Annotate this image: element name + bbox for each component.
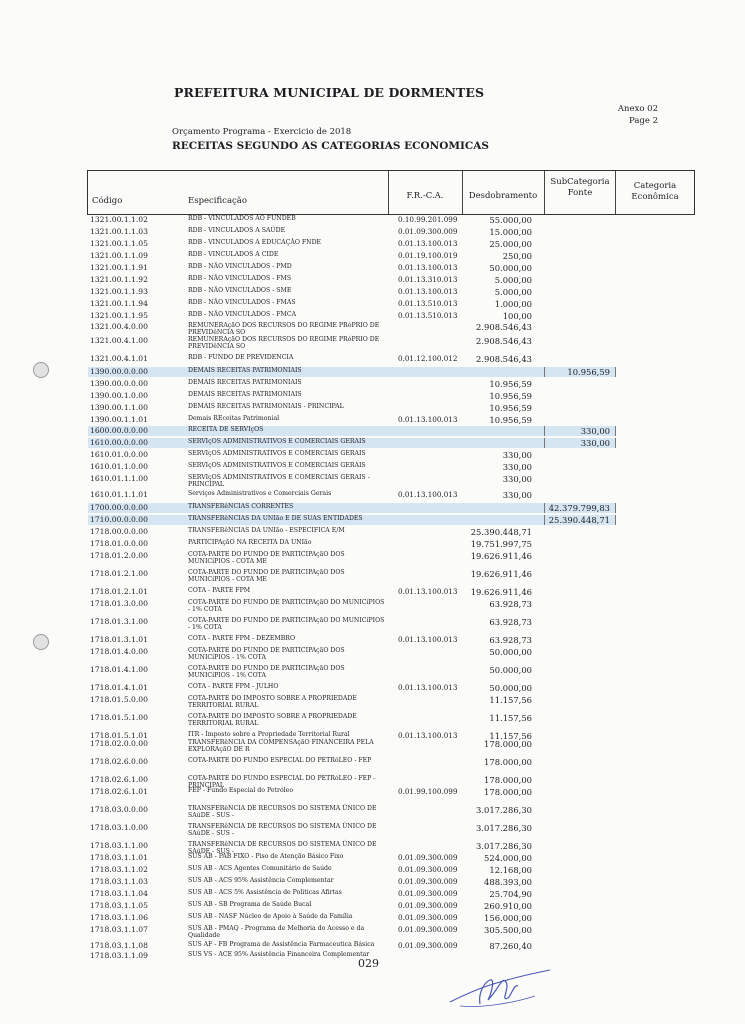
row-code: 1718.03.1.0.00 (90, 823, 148, 832)
table-row (88, 617, 616, 629)
table-row (88, 391, 616, 403)
row-code: 1390.00.0.0.00 (90, 367, 148, 376)
row-desdobramento: 19.626.911,46 (470, 587, 532, 597)
row-specification: SUS AF - FB Programa de Assistência Farmaceutica Básica (188, 941, 375, 948)
divider (544, 171, 545, 214)
row-desdobramento: 100,00 (502, 311, 532, 321)
row-subcategoria: 10.956,59 (567, 367, 610, 377)
row-specification: SERVIçOS ADMINISTRATIVOS E COMERCIAIS GERAIS (188, 438, 366, 445)
row-specification: RDB - NÃO VINCULADOS - FMS (188, 275, 292, 282)
row-specification: TRANSFERêNCIAS DA UNIão - ESPECIFICA E/M (188, 527, 345, 534)
report-subtitle: RECEITAS SEGUNDO AS CATEGORIAS ECONOMICAS (172, 140, 489, 152)
row-specification: DEMAIS RECEITAS PATRIMONIAIS (188, 379, 302, 386)
row-specification: RDB - VINCULADOS A SAÚDE (188, 227, 286, 234)
row-code: 1390.00.1.0.00 (90, 391, 148, 400)
col-categoria: Categoria Econômica (631, 181, 679, 202)
row-code: 1321.00.1.1.93 (90, 287, 148, 296)
row-code: 1390.00.1.1.01 (90, 415, 148, 424)
row-desdobramento: 156.000,00 (484, 913, 532, 923)
row-subcategoria: 42.379.799,83 (548, 503, 610, 513)
row-desdobramento: 50.000,00 (489, 665, 532, 675)
table-row (88, 683, 616, 695)
row-frca: 0.01.13.100.013 (398, 731, 458, 740)
table-row (88, 713, 616, 725)
row-specification: SERVIçOS ADMINISTRATIVOS E COMERCIAIS GERAIS (188, 450, 366, 457)
annex-block (616, 103, 658, 127)
row-specification: SUS AB - ACS 95% Assistência Complementar (188, 877, 334, 884)
table-row (88, 587, 616, 599)
row-code: 1718.01.2.1.01 (90, 587, 148, 596)
row-frca: 0.01.09.300.009 (398, 227, 458, 236)
row-desdobramento: 488.393,00 (484, 877, 532, 887)
table-row (88, 695, 616, 707)
row-desdobramento: 2.908.546,43 (476, 322, 532, 332)
table-row (88, 490, 616, 502)
row-code: 1718.01.3.0.00 (90, 599, 148, 608)
row-desdobramento: 524.000,00 (484, 853, 532, 863)
row-desdobramento: 330,00 (502, 450, 532, 460)
row-specification: Demais REceitas Patrimonial (188, 415, 280, 422)
row-desdobramento: 50.000,00 (489, 647, 532, 657)
row-frca: 0.01.13.100.013 (398, 415, 458, 424)
row-desdobramento: 15.000,00 (489, 227, 532, 237)
row-specification: SUS AB - PAB FIXO - Piso de Atenção Básico Fixo (188, 853, 344, 860)
table-row (88, 569, 616, 581)
table-row (88, 462, 616, 474)
row-code: 1610.01.1.0.00 (90, 462, 148, 471)
table-row (88, 474, 616, 486)
row-specification: COTA-PARTE DO FUNDO DE PARTICIPAçãO DOS MUNICíPIOS - COTA ME (188, 569, 345, 583)
row-code: 1390.00.0.0.00 (90, 379, 148, 388)
row-specification: ITR - Imposto sobre a Propriedade Territorial Rural (188, 731, 350, 738)
row-desdobramento: 5.000,00 (494, 275, 532, 285)
table-row (88, 877, 616, 889)
table-row (88, 379, 616, 391)
row-desdobramento: 178.000,00 (484, 787, 532, 797)
row-frca: 0.01.09.300.009 (398, 877, 458, 886)
row-specification: REMUNERAçãO DOS RECURSOS DO REGIME PRóPRIO DE PREVIDêNCIA SO (188, 336, 380, 350)
row-code: 1718.03.0.0.00 (90, 805, 148, 814)
row-desdobramento: 10.956,59 (489, 415, 532, 425)
row-code: 1718.02.6.1.00 (90, 775, 148, 784)
row-specification: DEMAIS RECEITAS PATRIMONIAIS - PRINCIPAL (188, 403, 344, 410)
row-code: 1718.01.4.0.00 (90, 647, 148, 656)
row-frca: 0.01.09.300.009 (398, 853, 458, 862)
row-frca: 0.01.99.100.099 (398, 787, 458, 796)
row-code: 1321.00.4.1.00 (90, 336, 148, 345)
row-specification: RDB - FUNDO DE PREVIDENCIA (188, 354, 294, 361)
row-code: 1718.02.6.1.01 (90, 787, 148, 796)
table-row (88, 299, 616, 311)
table-row (88, 426, 616, 436)
page-label: Page 2 (629, 116, 658, 126)
table-header (87, 170, 695, 215)
table-row (88, 251, 616, 263)
row-desdobramento: 25.390.448,71 (470, 527, 532, 537)
row-code: 1718.01.2.1.00 (90, 569, 148, 578)
row-specification: PARTICIPAçãO NA RECEITA DA UNIão (188, 539, 312, 546)
row-desdobramento: 3.017.286,30 (476, 823, 532, 833)
row-specification: TRANSFERêNCIAS CORRENTES (188, 503, 294, 510)
row-specification: SUS VS - ACE 95% Assistência Financeira Complementar (188, 951, 370, 958)
row-code: 1321.00.1.1.03 (90, 227, 148, 236)
punch-hole-bottom (33, 634, 49, 650)
row-frca: 0.01.09.300.009 (398, 913, 458, 922)
row-specification: COTA-PARTE DO FUNDO DE PARTICIPAçãO DO MUNICíPIOS - 1% COTA (188, 599, 385, 613)
subcategory-cell (544, 426, 616, 436)
row-desdobramento: 55.000,00 (489, 215, 532, 225)
row-specification: RECEITA DE SERVIçOS (188, 426, 264, 433)
row-desdobramento: 19.626.911,46 (470, 551, 532, 561)
row-code: 1718.03.1.1.07 (90, 925, 148, 934)
row-frca: 0.01.09.300.009 (398, 901, 458, 910)
row-specification: SUS AB - SB Programa de Saúde Bucal (188, 901, 312, 908)
row-desdobramento: 25.704,90 (489, 889, 532, 899)
row-specification: TRANSFERêNCIA DE RECURSOS DO SISTEMA ÚNICO DE SAúDE - SUS - (188, 841, 377, 855)
row-code: 1700.00.0.0.00 (90, 503, 148, 512)
row-frca: 0.01.12.100.012 (398, 354, 458, 363)
row-code: 1718.02.6.0.00 (90, 757, 148, 766)
row-code: 1390.00.1.1.00 (90, 403, 148, 412)
row-specification: RDB - NÃO VINCULADOS - PMD (188, 263, 292, 270)
row-desdobramento: 3.017.286,30 (476, 841, 532, 851)
row-frca: 0.01.09.300.009 (398, 941, 458, 950)
page-title: PREFEITURA MUNICIPAL DE DORMENTES (174, 85, 485, 100)
row-code: 1321.00.4.0.00 (90, 322, 148, 331)
col-especificacao: Especificação (188, 196, 247, 206)
col-frca: F.R.-C.A. (406, 191, 444, 201)
table-row (88, 599, 616, 611)
row-desdobramento: 178.000,00 (484, 757, 532, 767)
row-desdobramento: 11.157,56 (489, 713, 532, 723)
row-code: 1718.00.0.0.00 (90, 527, 148, 536)
row-desdobramento: 2.908.546,43 (476, 336, 532, 346)
row-code: 1718.01.5.1.00 (90, 713, 148, 722)
row-frca: 0.01.19.100.019 (398, 251, 458, 260)
row-specification: RDB - NÃO VINCULADOS - FMCA (188, 311, 297, 318)
row-specification: TRANSFERêNCIA DA COMPENSAçãO FINANCEIRA PELA EXPLORAçãO DE R (188, 739, 374, 753)
row-specification: COTA - PARTE FPM (188, 587, 251, 594)
row-desdobramento: 87.260,40 (489, 941, 532, 951)
row-specification: COTA-PARTE DO IMPOSTO SOBRE A PROPRIEDADE TERRITORIAL RURAL (188, 695, 357, 709)
row-specification: SERVIçOS ADMINISTRATIVOS E COMERCIAIS GERAIS - PRINCIPAL (188, 474, 370, 488)
punch-hole-top (33, 362, 49, 378)
row-code: 1718.01.4.1.00 (90, 665, 148, 674)
row-code: 1718.03.1.1.04 (90, 889, 148, 898)
row-code: 1718.01.3.1.00 (90, 617, 148, 626)
row-specification: SUS AB - ACS Agentes Comunitário de Saúde (188, 865, 332, 872)
annex-label: Anexo 02 (617, 104, 658, 114)
row-frca: 0.01.13.310.013 (398, 275, 458, 284)
table-row (88, 739, 616, 751)
row-desdobramento: 330,00 (502, 462, 532, 472)
row-specification: RDB - NÃO VINCULADOS - FMAS (188, 299, 296, 306)
row-code: 1321.00.1.1.09 (90, 251, 148, 260)
row-specification: DEMAIS RECEITAS PATRIMONIAIS (188, 391, 302, 398)
row-frca: 0.01.13.510.013 (398, 311, 458, 320)
row-desdobramento: 5.000,00 (494, 287, 532, 297)
row-desdobramento: 50.000,00 (489, 263, 532, 273)
row-specification: COTA-PARTE DO FUNDO DE PARTICIPAçãO DOS MUNICíPIOS - 1% COTA (188, 665, 345, 679)
row-desdobramento: 25.000,00 (489, 239, 532, 249)
row-desdobramento: 2.908.546,43 (476, 354, 532, 364)
col-desdobramento: Desdobramento (468, 191, 538, 201)
table-row (88, 635, 616, 647)
row-frca: 0.01.13.100.013 (398, 239, 458, 248)
row-frca: 0.01.13.100.013 (398, 287, 458, 296)
row-code: 1321.00.1.1.92 (90, 275, 148, 284)
subcategory-cell (544, 503, 616, 513)
table-row (88, 367, 616, 377)
row-code: 1718.03.1.1.05 (90, 901, 148, 910)
row-specification: COTA-PARTE DO FUNDO DE PARTICIPAçãO DOS MUNICíPIOS - 1% COTA (188, 647, 345, 661)
program-line: Orçamento Programa - Exercicio de 2018 (172, 127, 352, 137)
row-frca: 0.01.13.100.013 (398, 587, 458, 596)
row-desdobramento: 3.017.286,30 (476, 805, 532, 815)
table-row (88, 403, 616, 415)
row-desdobramento: 10.956,59 (489, 379, 532, 389)
row-frca: 0.01.09.300.009 (398, 865, 458, 874)
row-frca: 0.01.13.100.013 (398, 635, 458, 644)
row-specification: TRANSFERêNCIAS DA UNIão E DE SUAS ENTIDADES (188, 515, 363, 522)
row-code: 1610.00.0.0.00 (90, 438, 148, 447)
row-specification: COTA-PARTE DO FUNDO ESPECIAL DO PETRóLEO - FEP - PRINCIPAL (188, 775, 376, 789)
row-code: 1718.03.1.1.01 (90, 853, 148, 862)
table-row (88, 925, 616, 937)
row-code: 1321.00.1.1.95 (90, 311, 148, 320)
row-specification: RDB - VINCULADOS AO FUNDEB (188, 215, 296, 222)
row-frca: 0.01.09.300.009 (398, 925, 458, 934)
row-specification: RDB - VINCULADOS A EDUCAÇÃO FNDE (188, 239, 322, 246)
subcategory-cell (544, 515, 616, 525)
row-code: 1718.03.1.1.09 (90, 951, 148, 960)
col-codigo: Código (92, 196, 123, 206)
table-row (88, 287, 616, 299)
table-row (88, 354, 616, 366)
row-desdobramento: 19.751.997,75 (470, 539, 532, 549)
row-specification: TRANSFERêNCIA DE RECURSOS DO SISTEMA ÚNICO DE SAúDE - SUS - (188, 823, 377, 837)
row-code: 1321.00.1.1.91 (90, 263, 148, 272)
row-frca: 0.10.99.201.099 (398, 215, 458, 224)
row-desdobramento: 330,00 (502, 490, 532, 500)
row-code: 1718.03.1.1.03 (90, 877, 148, 886)
row-desdobramento: 63.928,73 (489, 635, 532, 645)
row-specification: REMUNERAçãO DOS RECURSOS DO REGIME PRóPRIO DE PREVIDêNCIA SO (188, 322, 380, 336)
table-row (88, 438, 616, 448)
table-row (88, 901, 616, 913)
row-code: 1718.03.1.1.02 (90, 865, 148, 874)
table-row (88, 787, 616, 799)
row-specification: SERVIçOS ADMINISTRATIVOS E COMERCIAIS GERAIS (188, 462, 366, 469)
row-code: 1718.01.5.0.00 (90, 695, 148, 704)
row-desdobramento: 178.000,00 (484, 739, 532, 749)
row-desdobramento: 63.928,73 (489, 599, 532, 609)
row-frca: 0.01.13.100.013 (398, 683, 458, 692)
row-frca: 0.01.13.100.013 (398, 263, 458, 272)
row-code: 1718.03.1.1.00 (90, 841, 148, 850)
row-desdobramento: 11.157,56 (489, 731, 532, 741)
row-specification: RDB - NÃO VINCULADOS - SME (188, 287, 292, 294)
row-desdobramento: 1.000,00 (494, 299, 532, 309)
row-code: 1718.01.0.0.00 (90, 539, 148, 548)
row-specification: COTA-PARTE DO IMPOSTO SOBRE A PROPRIEDADE TERRITORIAL RURAL (188, 713, 357, 727)
row-specification: COTA - PARTE FPM - DEZEMBRO (188, 635, 296, 642)
table-row (88, 450, 616, 462)
signature (440, 962, 560, 1012)
subcategory-cell (544, 367, 616, 377)
row-code: 1610.01.1.1.00 (90, 474, 148, 483)
table-row (88, 647, 616, 659)
row-specification: DEMAIS RECEITAS PATRIMONIAIS (188, 367, 302, 374)
row-specification: SUS AB - PMAQ - Programa de Melhoria do Acesso e da Qualidade (188, 925, 365, 939)
row-subcategoria: 25.390.448,71 (548, 515, 610, 525)
row-code: 1321.00.4.1.01 (90, 354, 148, 363)
table-row (88, 322, 616, 334)
table-row (88, 215, 616, 227)
table-row (88, 527, 616, 539)
table-row (88, 889, 616, 901)
row-desdobramento: 250,00 (502, 251, 532, 261)
row-desdobramento: 260.910,00 (484, 901, 532, 911)
table-row (88, 757, 616, 769)
page-number: 029 (358, 957, 379, 970)
row-frca: 0.01.09.300.009 (398, 889, 458, 898)
table-row (88, 336, 616, 348)
subcategory-cell (544, 438, 616, 448)
row-desdobramento: 63.928,73 (489, 617, 532, 627)
table-row (88, 503, 616, 513)
table-row (88, 275, 616, 287)
table-row (88, 515, 616, 525)
table-row (88, 913, 616, 925)
row-specification: SUS AB - NASF Núcleo de Apoio à Saúde da Família (188, 913, 353, 920)
table-row (88, 263, 616, 275)
row-code: 1321.00.1.1.94 (90, 299, 148, 308)
row-specification: SUS AB - ACS 5% Assistência de Politicas Afirtas (188, 889, 342, 896)
row-desdobramento: 10.956,59 (489, 391, 532, 401)
row-code: 1710.00.0.0.00 (90, 515, 148, 524)
col-subcategoria: SubCategoria Fonte (550, 177, 610, 198)
row-specification: COTA - PARTE FPM - JULHO (188, 683, 279, 690)
row-code: 1718.01.2.0.00 (90, 551, 148, 560)
table-row (88, 853, 616, 865)
table-row (88, 227, 616, 239)
row-specification: COTA-PARTE DO FUNDO DE PARTICIPAçãO DOS MUNICíPIOS - COTA ME (188, 551, 345, 565)
row-desdobramento: 12.168,00 (489, 865, 532, 875)
row-specification: COTA-PARTE DO FUNDO DE PARTICIPAçãO DO MUNICíPIOS - 1% COTA (188, 617, 385, 631)
row-specification: COTA-PARTE DO FUNDO ESPECIAL DO PETRóLEO - FEP (188, 757, 372, 764)
table-row (88, 539, 616, 551)
row-code: 1718.01.3.1.01 (90, 635, 148, 644)
row-subcategoria: 330,00 (580, 426, 610, 436)
row-specification: FEP - Fundo Especial do Petróleo (188, 787, 294, 794)
row-desdobramento: 305.500,00 (484, 925, 532, 935)
row-frca: 0.01.13.510.013 (398, 299, 458, 308)
table-row (88, 551, 616, 563)
row-code: 1321.00.1.1.02 (90, 215, 148, 224)
row-specification: Serviços Administrativos e Comerciais Gerais (188, 490, 332, 497)
row-code: 1610.01.0.0.00 (90, 450, 148, 459)
row-code: 1718.03.1.1.06 (90, 913, 148, 922)
row-frca: 0.01.13.100.013 (398, 490, 458, 499)
row-code: 1610.01.1.1.01 (90, 490, 148, 499)
table-row (88, 841, 616, 853)
row-code: 1600.00.0.0.00 (90, 426, 148, 435)
table-row (88, 665, 616, 677)
row-subcategoria: 330,00 (580, 438, 610, 448)
table-row (88, 775, 616, 787)
table-row (88, 239, 616, 251)
table-row (88, 805, 616, 817)
row-desdobramento: 19.626.911,46 (470, 569, 532, 579)
row-specification: TRANSFERêNCIA DE RECURSOS DO SISTEMA ÚNICO DE SAúDE - SUS - (188, 805, 377, 819)
row-desdobramento: 11.157,56 (489, 695, 532, 705)
row-code: 1718.01.5.1.01 (90, 731, 148, 740)
row-code: 1718.01.4.1.01 (90, 683, 148, 692)
row-code: 1718.02.0.0.00 (90, 739, 148, 748)
row-desdobramento: 178.000,00 (484, 775, 532, 785)
table-row (88, 823, 616, 835)
row-code: 1718.03.1.1.08 (90, 941, 148, 950)
row-desdobramento: 330,00 (502, 474, 532, 484)
table-row (88, 865, 616, 877)
row-specification: RDB - VINCULADOS A CIDE (188, 251, 279, 258)
row-code: 1321.00.1.1.05 (90, 239, 148, 248)
row-desdobramento: 10.956,59 (489, 403, 532, 413)
row-desdobramento: 50.000,00 (489, 683, 532, 693)
